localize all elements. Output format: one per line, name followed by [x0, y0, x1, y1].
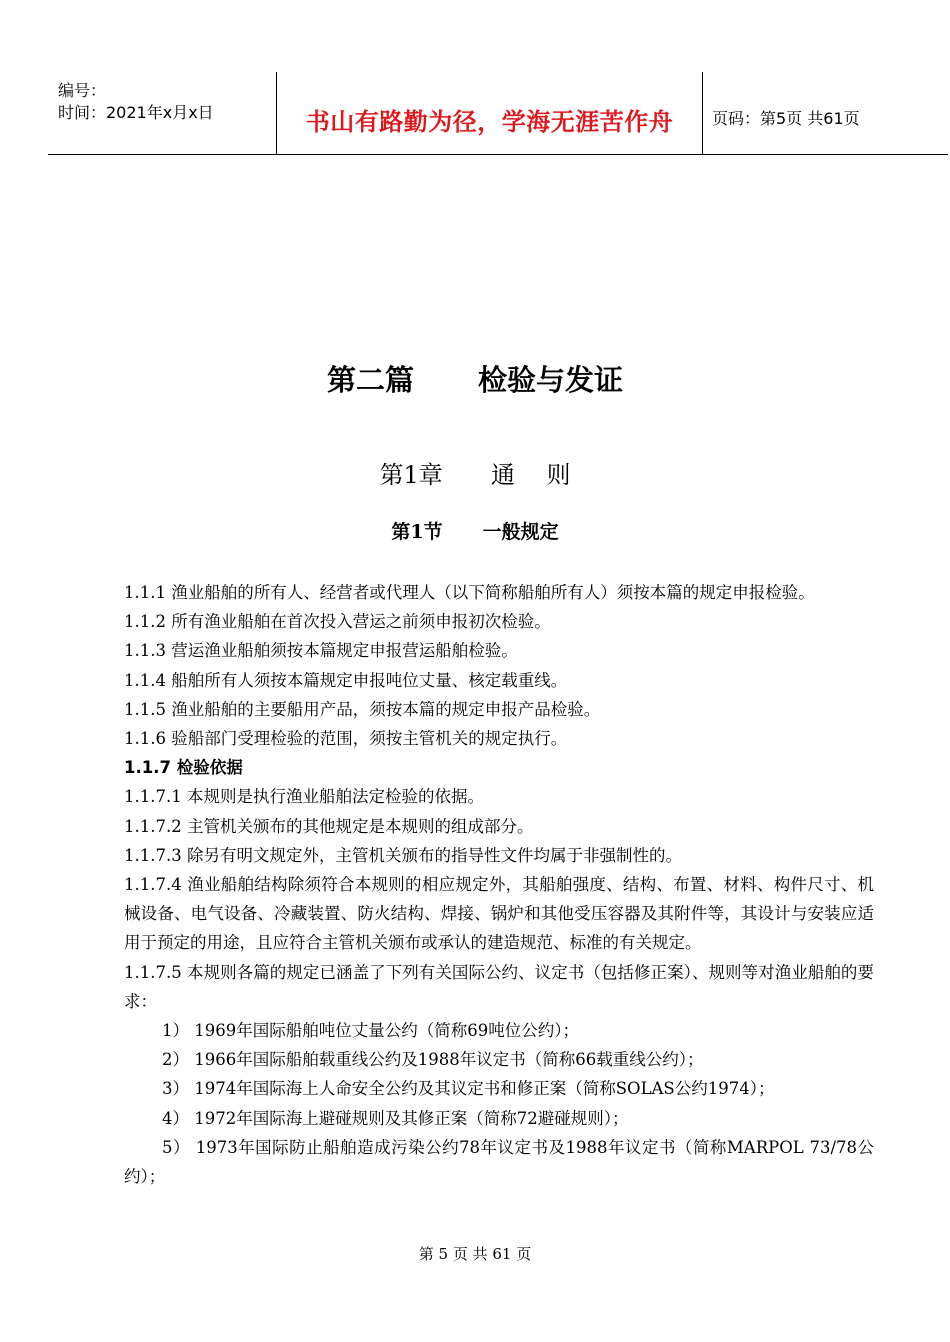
document-number-label: 编号：: [58, 81, 107, 100]
paragraph: 1.1.2 所有渔业船舶在首次投入营运之前须申报初次检验。: [124, 612, 551, 632]
part-number: 第二篇: [326, 363, 414, 397]
paragraph: 1.1.5 渔业船舶的主要船用产品，须按本篇的规定申报产品检验。: [124, 699, 601, 719]
paragraph: 1.1.4 船舶所有人须按本篇规定申报吨位丈量、核定载重线。: [124, 670, 568, 690]
list-item: 3） 1974年国际海上人命安全公约及其议定书和修正案（简称SOLAS公约1974）；: [162, 1079, 775, 1099]
list-item: 2） 1966年国际船舶载重线公约及1988年议定书（简称66载重线公约）；: [162, 1050, 704, 1070]
list-item: 4） 1972年国际海上避碰规则及其修正案（简称72避碰规则）；: [162, 1108, 629, 1128]
part-title: [0, 358, 950, 399]
document-time-label: 时间：2021年x月x日: [58, 103, 214, 122]
subheading: 1.1.7 检验依据: [124, 758, 243, 778]
header-motto: 书山有路勤为径，学海无涯苦作舟: [305, 107, 674, 136]
section-name: 一般规定: [482, 521, 559, 543]
chapter-name: 通 则: [490, 461, 571, 489]
page-footer: 第 5 页 共 61 页: [418, 1245, 532, 1263]
paragraph: 1.1.7.2 主管机关颁布的其他规定是本规则的组成部分。: [124, 816, 534, 836]
chapter-title: [0, 455, 950, 490]
paragraph: 1.1.1 渔业船舶的所有人、经营者或代理人（以下简称船舶所有人）须按本篇的规定申报检验。: [124, 583, 815, 602]
header-divider: [702, 72, 703, 154]
paragraph: 1.1.7.4 渔业船舶结构除须符合本规则的相应规定外，其船舶强度、结构、布置、材料、构件尺寸、机械设备、电气设备、冷藏装置、防火结构、焊接、锅炉和其他受压容器及其附件等，其设计与安装应适用于预定的用途，且应符合主管机关颁布或承认的建造规范、标准的有关规定。: [124, 875, 874, 953]
page-header: [48, 72, 948, 155]
section-title: [0, 517, 950, 544]
body-text: [124, 578, 874, 1191]
part-name: 检验与发证: [478, 363, 624, 397]
paragraph: 1.1.3 营运渔业船舶须按本篇规定申报营运船舶检验。: [124, 641, 518, 661]
paragraph: 1.1.6 验船部门受理检验的范围，须按主管机关的规定执行。: [124, 729, 568, 749]
chapter-number: 第1章: [379, 461, 443, 489]
header-page-info: 页码：第5页 共61页: [712, 109, 860, 128]
section-number: 第1节: [391, 521, 443, 543]
list-item: 5） 1973年国际防止船舶造成污染公约78年议定书及1988年议定书（简称MARPOL 73/78公约）；: [124, 1137, 874, 1187]
header-meta: [58, 80, 214, 124]
list-item: 1） 1969年国际船舶吨位丈量公约（简称69吨位公约）；: [162, 1021, 579, 1041]
paragraph: 1.1.7.5 本规则各篇的规定已涵盖了下列有关国际公约、议定书（包括修正案）、规则等对渔业船舶的要求：: [124, 962, 874, 1011]
paragraph: 1.1.7.1 本规则是执行渔业船舶法定检验的依据。: [124, 787, 484, 807]
paragraph: 1.1.7.3 除另有明文规定外，主管机关颁布的指导性文件均属于非强制性的。: [124, 845, 682, 865]
